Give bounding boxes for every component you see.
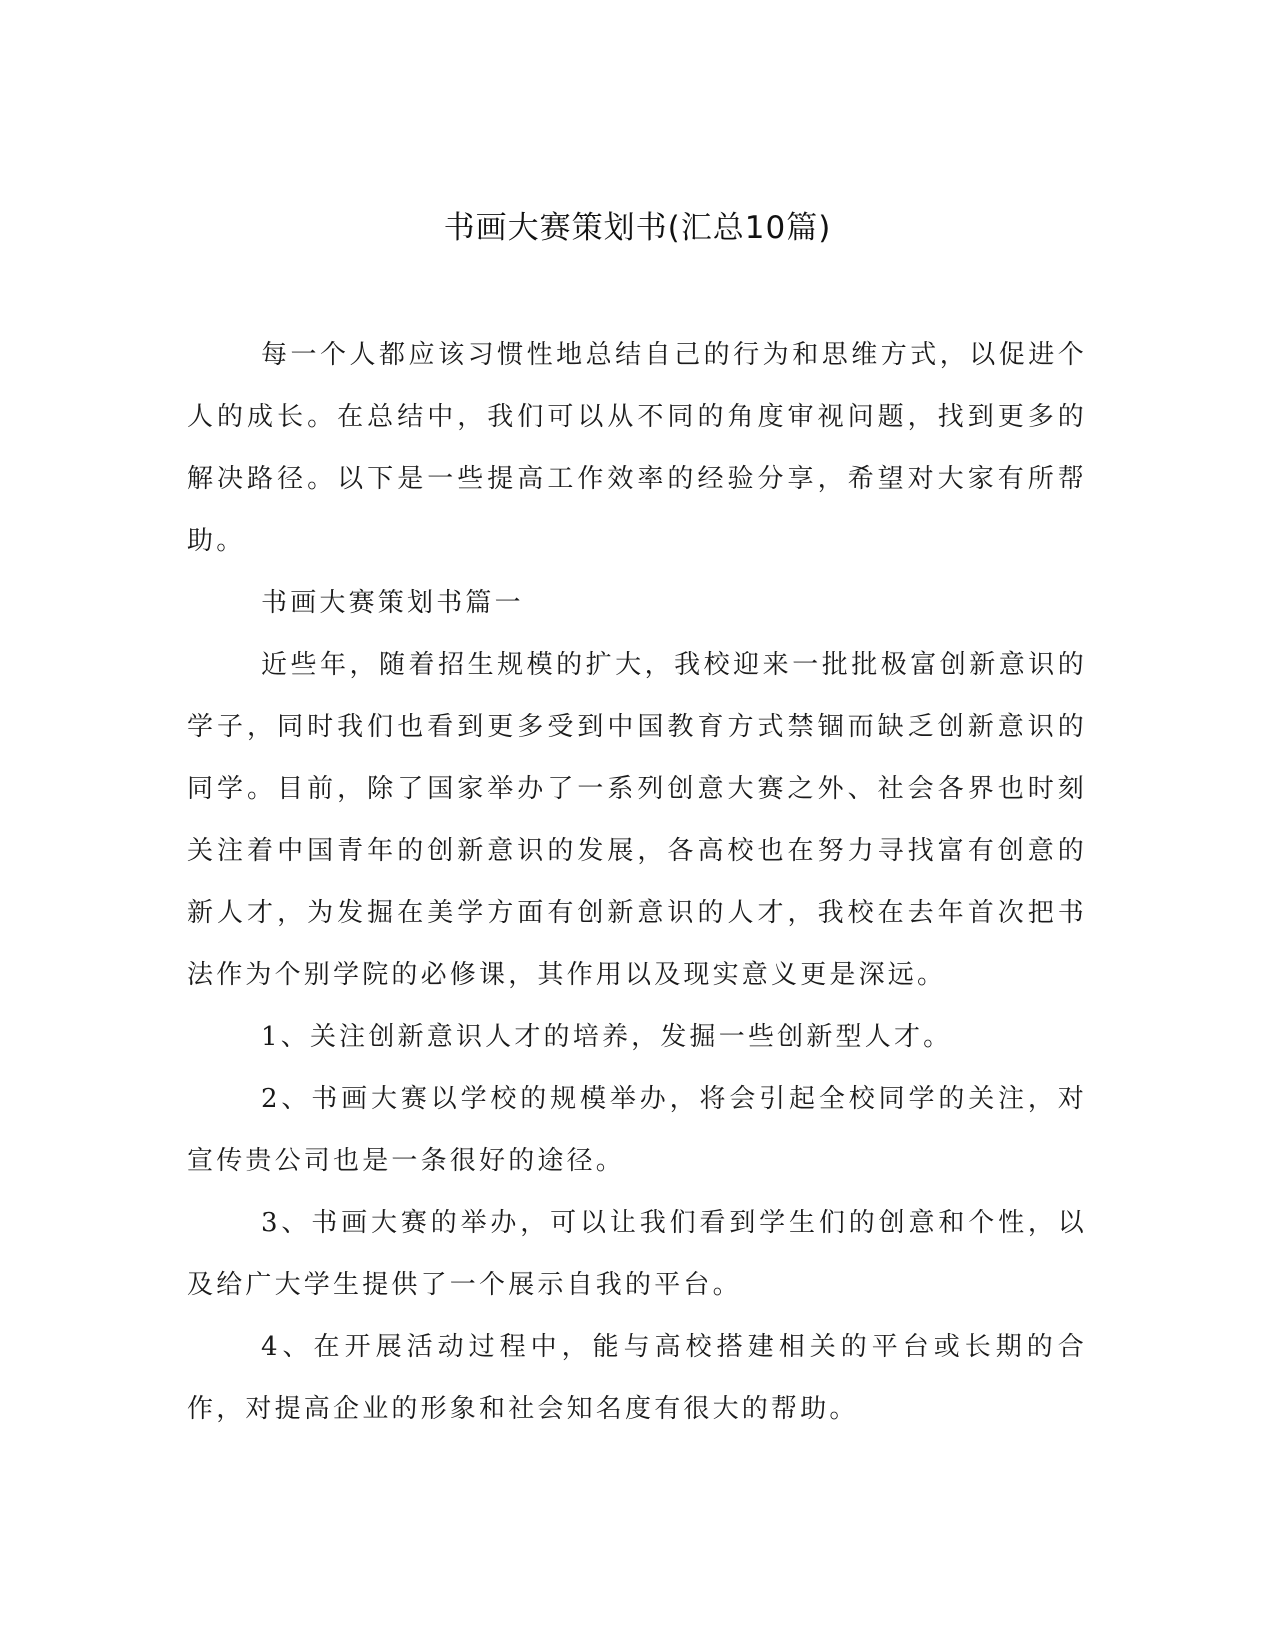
background-paragraph: 近些年，随着招生规模的扩大，我校迎来一批批极富创新意识的学子，同时我们也看到更多受到中国教育方式禁锢而缺乏创新意识的同学。目前，除了国家举办了一系列创意大赛之外、社会各界也时刻关注着中国青年的创新意识的发展，各高校也在努力寻找富有创意的新人才，为发掘在美学方面有创新意识的人才，我校在去年首次把书法作为个别学院的必修课，其作用以及现实意义更是深远。 [187,650,1087,990]
point-1-paragraph: 1、关注创新意识人才的培养，发掘一些创新型人才。 [261,1022,953,1052]
point-4-paragraph: 4、在开展活动过程中，能与高校搭建相关的平台或长期的合作，对提高企业的形象和社会知名度有很大的帮助。 [187,1332,1087,1424]
point-3-paragraph: 3、书画大赛的举办，可以让我们看到学生们的创意和个性，以及给广大学生提供了一个展示自我的平台。 [187,1208,1087,1300]
document-body [187,324,1087,1440]
intro-paragraph: 每一个人都应该习惯性地总结自己的行为和思维方式，以促进个人的成长。在总结中，我们可以从不同的角度审视问题，找到更多的解决路径。以下是一些提高工作效率的经验分享，希望对大家有所帮助。 [187,340,1087,556]
point-2-paragraph: 2、书画大赛以学校的规模举办，将会引起全校同学的关注，对宣传贵公司也是一条很好的途径。 [187,1084,1087,1176]
document-title: 书画大赛策划书(汇总10篇) [443,210,832,246]
section-heading: 书画大赛策划书篇一 [261,588,524,618]
